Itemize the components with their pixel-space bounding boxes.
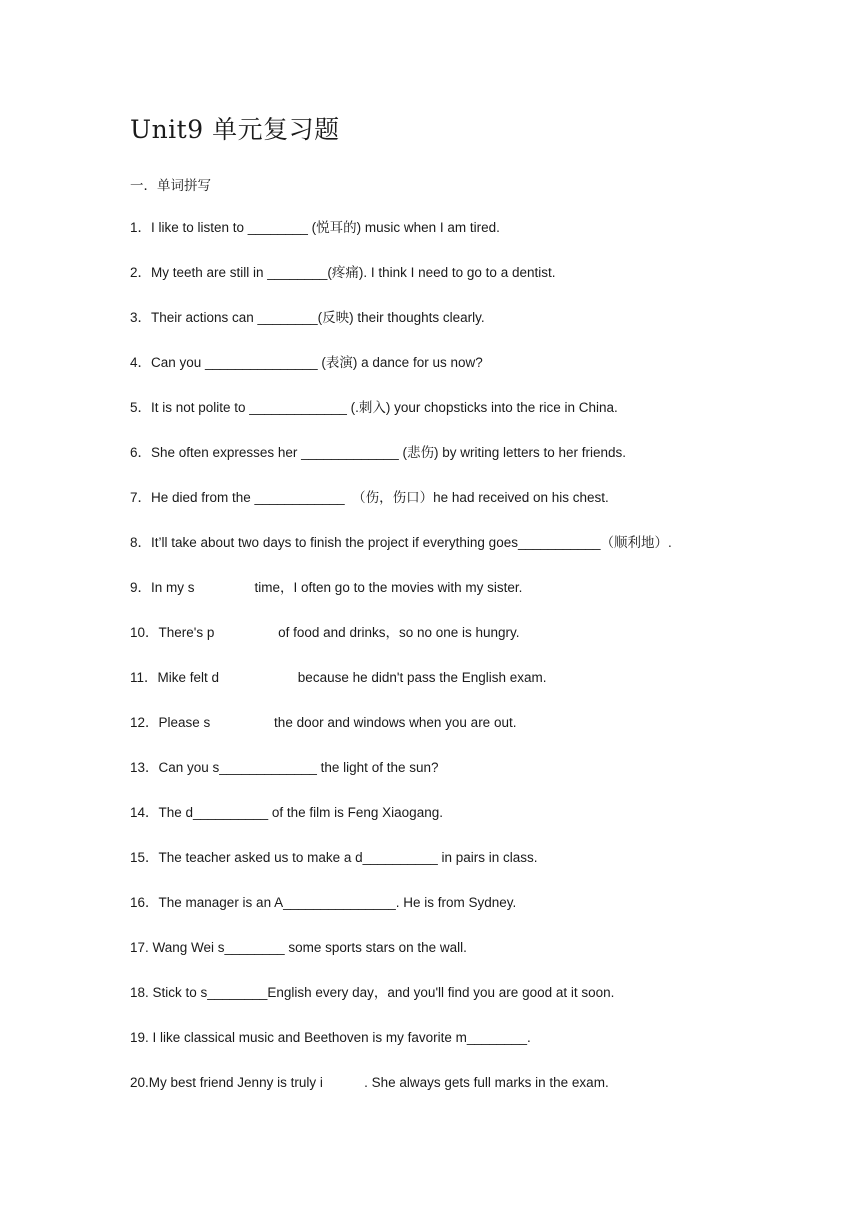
question-item: 11．Mike felt d because he didn't pass the English exam.: [130, 670, 547, 685]
question-item: 5．It is not polite to _____________ (.刺入) your chopsticks into the rice in China.: [130, 400, 618, 415]
question-item: 3．Their actions can ________(反映) their thoughts clearly.: [130, 310, 485, 325]
question-item: 14．The d__________ of the film is Feng Xiaogang.: [130, 805, 443, 820]
question-item: 20.My best friend Jenny is truly i . She always gets full marks in the exam.: [130, 1075, 609, 1090]
question-item: 17. Wang Wei s________ some sports stars on the wall.: [130, 940, 467, 955]
question-item: 4．Can you _______________ (表演) a dance for us now?: [130, 355, 483, 370]
section-heading: 一．单词拼写: [130, 178, 211, 193]
question-item: 13．Can you s_____________ the light of the sun?: [130, 760, 439, 775]
question-item: 9．In my s time，I often go to the movies with my sister.: [130, 580, 523, 595]
question-item: 16．The manager is an A_______________. He is from Sydney.: [130, 895, 517, 910]
question-item: 19. I like classical music and Beethoven is my favorite m________.: [130, 1030, 531, 1045]
question-item: 10．There's p of food and drinks，so no one is hungry.: [130, 625, 520, 640]
question-item: 15．The teacher asked us to make a d__________ in pairs in class.: [130, 850, 538, 865]
question-item: 7．He died from the ____________ （伤，伤口）he had received on his chest.: [130, 490, 609, 505]
question-item: 2．My teeth are still in ________(疼痛). I think I need to go to a dentist.: [130, 265, 556, 280]
page-title: Unit9 单元复习题: [130, 115, 340, 144]
question-item: 18. Stick to s________English every day，and you'll find you are good at it soon.: [130, 985, 615, 1000]
question-item: 12．Please s the door and windows when you are out.: [130, 715, 517, 730]
question-item: 1．I like to listen to ________ (悦耳的) music when I am tired.: [130, 220, 500, 235]
question-item: 6．She often expresses her _____________ (悲伤) by writing letters to her friends.: [130, 445, 627, 460]
question-item: 8．It’ll take about two days to finish the project if everything goes___________（顺利地）.: [130, 535, 672, 550]
question-list: [130, 219, 830, 1119]
